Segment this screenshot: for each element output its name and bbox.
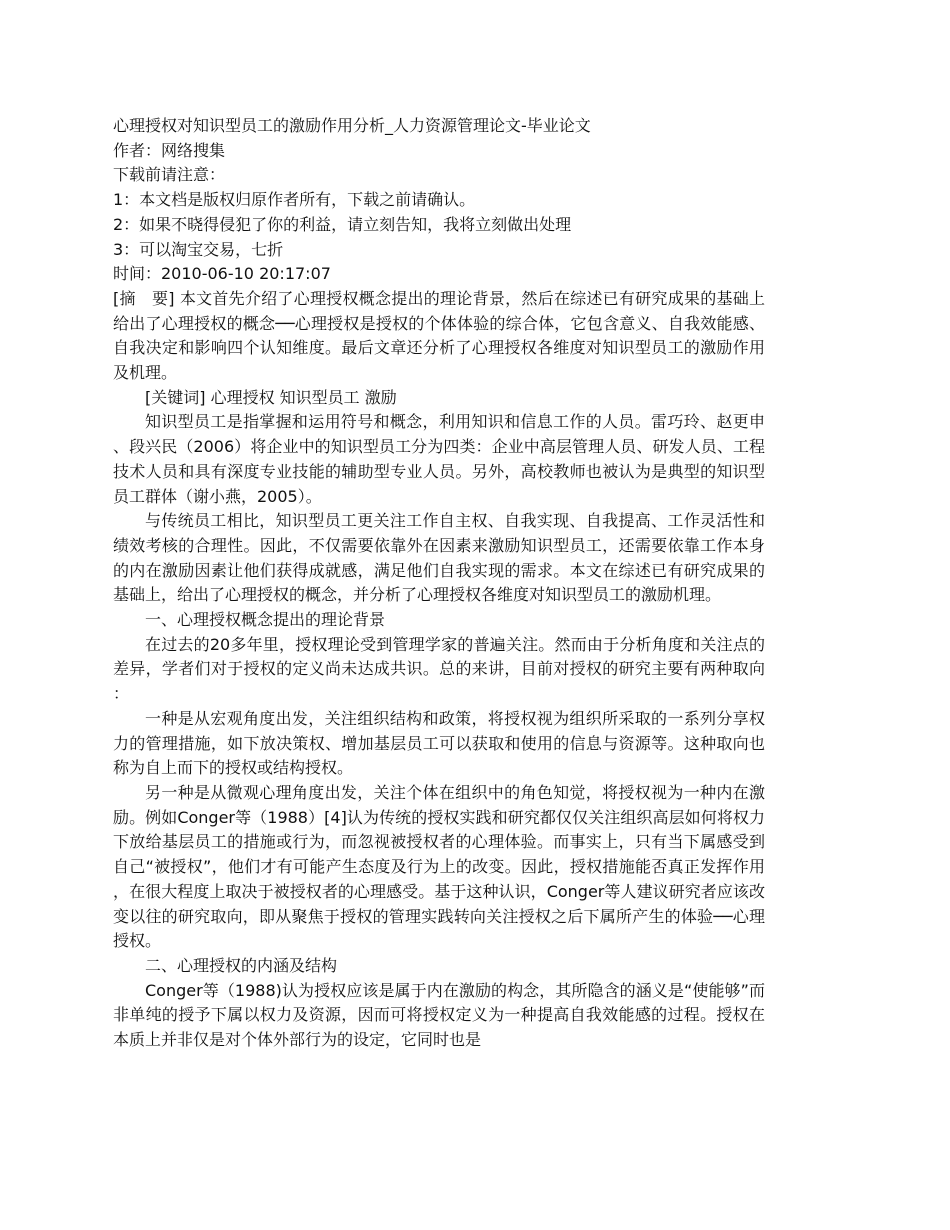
notice-item: 3：可以淘宝交易，七折 [113, 239, 284, 259]
notice-item: 2：如果不晓得侵犯了你的利益，请立刻告知，我将立刻做出处理 [113, 214, 572, 234]
timestamp: 时间：2010-06-10 20:17:07 [113, 264, 331, 284]
author-line: 作者：网络搜集 [113, 140, 226, 160]
notice-item: 1：本文档是版权归原作者所有，下载之前请确认。 [113, 190, 476, 210]
body-paragraph: Conger等（1988)认为授权应该是属于内在激励的构念，其所隐含的涵义是“使能够”而非单纯的授予下属以权力及资源，因而可将授权定义为一种提高自我效能感的过程。授权在本质上并非仅是对个体外部行为的设定，它同时也是 [113, 980, 765, 1050]
document-title: 心理授权对知识型员工的激励作用分析_人力资源管理论文-毕业论文 [113, 116, 591, 135]
body-paragraph: 另一种是从微观心理角度出发，关注个体在组织中的角色知觉，将授权视为一种内在激励。例如Conger等（1988）[4]认为传统的授权实践和研究都仅仅关注组织高层如何将权力下放给基层员工的措施或行为，而忽视被授权者的心理体验。而事实上，只有当下属感受到自己“被授权”，他们才有可能产生态度及行为上的改变。因此，授权措施能否真正发挥作用，在很大程度上取决于被授权者的心理感受。基于这种认识，Conger等人建议研究者应该改变以往的研究取向，即从聚焦于授权的管理实践转向关注授权之后下属所产生的体验──心理授权。 [113, 782, 765, 951]
body-paragraph: 一种是从宏观角度出发，关注组织结构和政策，将授权视为组织所采取的一系列分享权力的管理措施，如下放决策权、增加基层员工可以获取和使用的信息与资源等。这种取向也称为自上而下的授权或结构授权。 [113, 708, 765, 778]
section-heading: 一、心理授权概念提出的理论背景 [145, 610, 386, 630]
body-paragraph: 与传统员工相比，知识型员工更关注工作自主权、自我实现、自我提高、工作灵活性和绩效考核的合理性。因此，不仅需要依靠外在因素来激励知识型员工，还需要依靠工作本身的内在激励因素让他们获得成就感，满足他们自我实现的需求。本文在综述已有研究成果的基础上，给出了心理授权的概念，并分析了心理授权各维度对知识型员工的激励机理。 [113, 511, 765, 605]
body-paragraph: 知识型员工是指掌握和运用符号和概念，利用知识和信息工作的人员。雷巧玲、赵更申、段兴民（2006）将企业中的知识型员工分为四类：企业中高层管理人员、研发人员、工程技术人员和具有深度专业技能的辅助型专业人员。另外，高校教师也被认为是典型的知识型员工群体（谢小燕，2005）。 [113, 412, 765, 506]
body-paragraph: 在过去的20多年里，授权理论受到管理学家的普遍关注。然而由于分析角度和关注点的差异，学者们对于授权的定义尚未达成共识。总的来讲，目前对授权的研究主要有两种取向： [113, 634, 765, 704]
abstract-paragraph: [摘 要] 本文首先介绍了心理授权概念提出的理论背景，然后在综述已有研究成果的基础上给出了心理授权的概念──心理授权是授权的个体体验的综合体，它包含意义、自我效能感、自我决定和影响四个认知维度。最后文章还分析了心理授权各维度对知识型员工的激励作用及机理。 [113, 288, 765, 383]
keywords-line: [关键词] 心理授权 知识型员工 激励 [145, 387, 397, 407]
section-heading: 二、心理授权的内涵及结构 [145, 955, 338, 975]
document-page [113, 114, 765, 1053]
notice-heading: 下载前请注意： [113, 165, 226, 185]
